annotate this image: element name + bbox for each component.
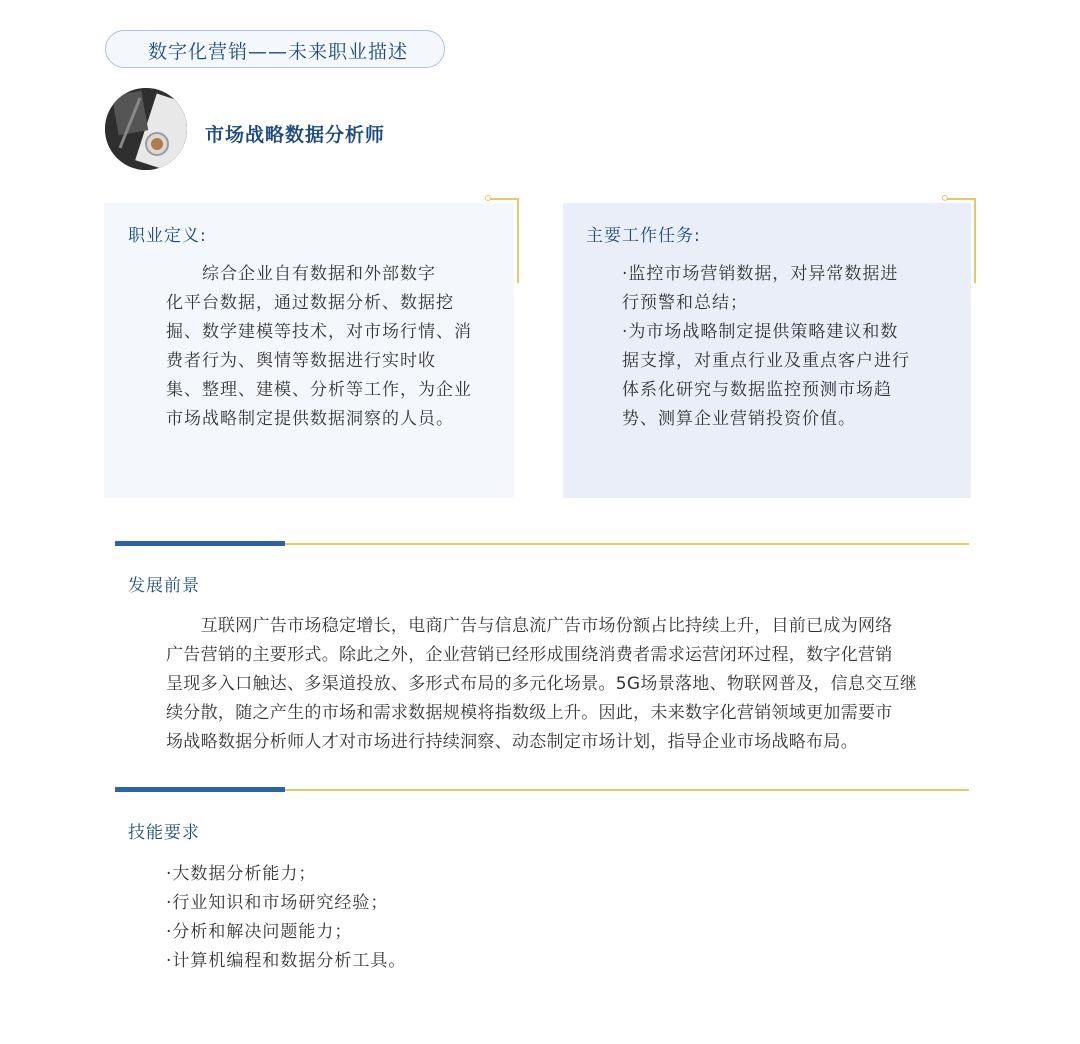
tasks-line: ·监控市场营销数据，对异常数据进 (622, 264, 899, 284)
photo-avatar-icon (105, 88, 187, 170)
outlook-line: 场战略数据分析师人才对市场进行持续洞察、动态制定市场计划，指导企业市场战略布局。 (166, 732, 858, 752)
outlook-line: 呈现多入口触达、多渠道投放、多形式布局的多元化场景。5G场景落地、物联网普及，信息交互继 (166, 674, 918, 694)
definition-line: 综合企业自有数据和外部数字 (166, 264, 436, 284)
definition-line: 费者行为、舆情等数据进行实时收 (166, 351, 436, 371)
card-corner-decoration (517, 198, 519, 283)
section-divider-line (285, 789, 969, 791)
skills-list (166, 860, 406, 976)
outlook-line: 广告营销的主要形式。除此之外，企业营销已经形成围绕消费者需求运营闭环过程，数字化营销 (166, 645, 893, 665)
section-divider-accent (115, 541, 285, 546)
card-corner-dot (942, 195, 948, 201)
tasks-line: 体系化研究与数据监控预测市场趋 (622, 380, 892, 400)
tasks-line: 行预警和总结； (622, 293, 748, 313)
skills-heading: 技能要求 (128, 823, 200, 843)
section-divider-accent (115, 787, 285, 792)
tasks-heading: 主要工作任务: (586, 226, 701, 246)
definition-body (166, 260, 472, 434)
job-title: 市场战略数据分析师 (205, 124, 386, 146)
definition-line: 集、整理、建模、分析等工作，为企业 (166, 380, 472, 400)
card-corner-decoration (974, 198, 976, 283)
outlook-paragraph (166, 612, 917, 757)
avatar-image (105, 88, 187, 170)
card-corner-decoration (489, 198, 519, 200)
page-title: 数字化营销——未来职业描述 (148, 41, 409, 63)
outlook-heading: 发展前景 (128, 576, 200, 596)
card-corner-dot (485, 195, 491, 201)
definition-line: 市场战略制定提供数据洞察的人员。 (166, 409, 454, 429)
outlook-line: 互联网广告市场稳定增长，电商广告与信息流广告市场份额占比持续上升，目前已成为网络 (166, 616, 893, 636)
outlook-line: 续分散，随之产生的市场和需求数据规模将指数级上升。因此，未来数字化营销领域更加需要市 (166, 703, 893, 723)
definition-line: 掘、数学建模等技术，对市场行情、消 (166, 322, 472, 342)
skills-item: ·计算机编程和数据分析工具。 (166, 951, 407, 971)
section-divider-line (285, 543, 969, 545)
skills-item: ·大数据分析能力； (166, 864, 317, 884)
definition-heading: 职业定义: (128, 226, 207, 246)
tasks-line: 势、测算企业营销投资价值。 (622, 409, 856, 429)
skills-item: ·行业知识和市场研究经验； (166, 893, 389, 913)
tasks-line: 据支撑，对重点行业及重点客户进行 (622, 351, 910, 371)
definition-line: 化平台数据，通过数据分析、数据挖 (166, 293, 454, 313)
skills-item: ·分析和解决问题能力； (166, 922, 353, 942)
tasks-line: ·为市场战略制定提供策略建议和数 (622, 322, 899, 342)
tasks-body (622, 260, 910, 434)
card-corner-decoration (946, 198, 976, 200)
